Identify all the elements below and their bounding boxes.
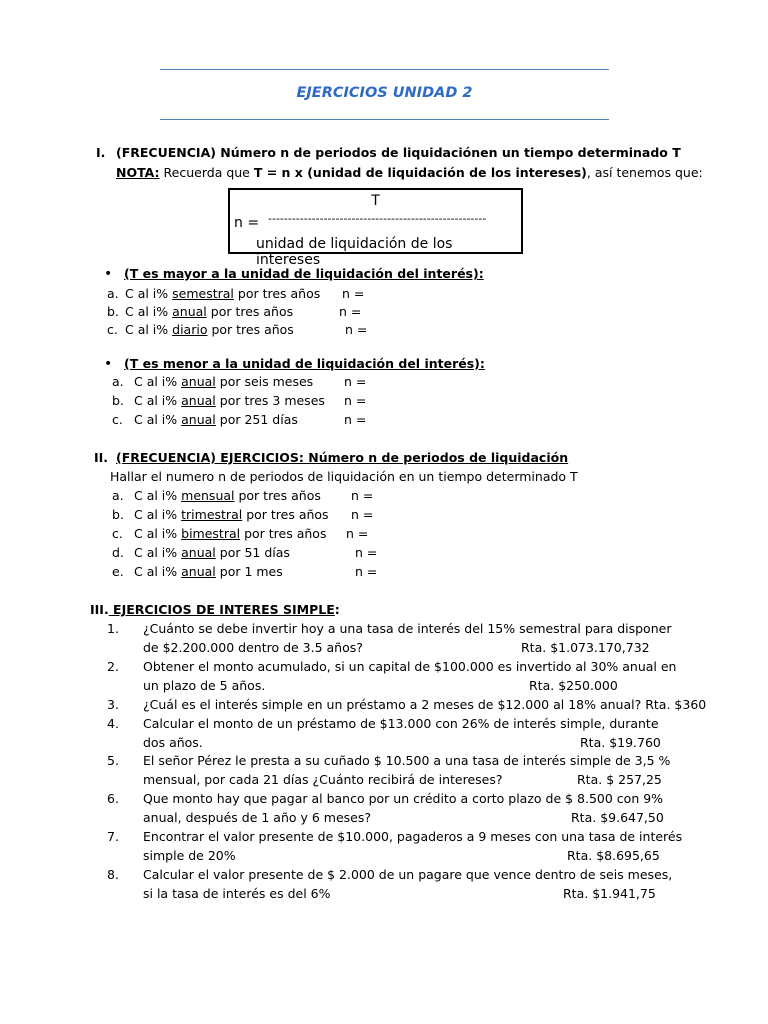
list-item: a. — [107, 286, 119, 301]
exercise-number: 5. — [107, 753, 119, 768]
formula-denominator: unidad de liquidación de los intereses — [256, 236, 453, 268]
list-item: d. — [112, 545, 124, 560]
title-top-rule — [160, 69, 609, 70]
exercise-number: 4. — [107, 716, 119, 731]
list-item: b. — [112, 507, 124, 522]
list-item-text: C al i% bimestral por tres años — [134, 526, 327, 541]
exercise-line-1: Calcular el monto de un préstamo de $13.000 con 26% de interés simple, durante — [143, 716, 659, 731]
exercise-number: 8. — [107, 867, 119, 882]
exercise-number: 1. — [107, 621, 119, 636]
section-1-note — [116, 165, 703, 181]
exercise-line-2: si la tasa de interés es del 6% — [143, 886, 331, 901]
list-item-text: C al i% anual por 251 días — [134, 412, 298, 427]
exercise-answer: Rta. $1.073.170,732 — [521, 640, 650, 655]
list-item: c. — [107, 322, 118, 337]
list-item-n: n = — [339, 304, 362, 319]
list-item-n: n = — [344, 393, 367, 408]
exercise-number: 7. — [107, 829, 119, 844]
list-item-n: n = — [344, 412, 367, 427]
list-item: c. — [112, 412, 123, 427]
exercise-line-1: Que monto hay que pagar al banco por un crédito a corto plazo de $ 8.500 con 9% — [143, 791, 664, 806]
group-b-bullet: • — [104, 356, 113, 372]
formula-numerator: T — [371, 193, 380, 209]
section-3-heading: III. EJERCICIOS DE INTERES SIMPLE: — [90, 602, 340, 617]
exercise-answer: Rta. $250.000 — [529, 678, 618, 693]
list-item-text: C al i% mensual por tres años — [134, 488, 321, 503]
note-label: NOTA: — [116, 165, 160, 180]
formula-lhs: n = — [234, 215, 260, 231]
exercise-line-2: anual, después de 1 año y 6 meses? — [143, 810, 371, 825]
list-item: e. — [112, 564, 124, 579]
list-item-text: C al i% anual por seis meses — [134, 374, 314, 389]
list-item-text: C al i% anual por 1 mes — [134, 564, 283, 579]
section-1-heading: (FRECUENCIA) Número n de periodos de liquidaciónen un tiempo determinado T — [116, 145, 681, 160]
section-2-intro: Hallar el numero n de periodos de liquidación en un tiempo determinado T — [110, 469, 578, 484]
list-item-n: n = — [351, 488, 374, 503]
list-item: a. — [112, 374, 124, 389]
note-formula: T = n x (unidad de liquidación de los intereses) — [253, 165, 587, 180]
list-item-text: C al i% anual por tres años — [125, 304, 294, 319]
page-title: EJERCICIOS UNIDAD 2 — [296, 85, 473, 101]
exercise-number: 3. — [107, 697, 119, 712]
list-item-n: n = — [344, 374, 367, 389]
list-item-n: n = — [345, 322, 368, 337]
exercise-line-2: mensual, por cada 21 días ¿Cuánto recibirá de intereses? — [143, 772, 503, 787]
list-item-n: n = — [355, 545, 378, 560]
note-text: Recuerda que — [159, 165, 254, 180]
formula-box — [228, 188, 523, 268]
list-item-n: n = — [342, 286, 365, 301]
exercise-answer: Rta. $1.941,75 — [563, 886, 656, 901]
group-a-heading: (T es mayor a la unidad de liquidación del interés): — [124, 266, 484, 281]
list-item-text: C al i% diario por tres años — [125, 322, 294, 337]
list-item-n: n = — [351, 507, 374, 522]
exercise-number: 2. — [107, 659, 119, 674]
exercise-answer: Rta. $19.760 — [580, 735, 661, 750]
list-item-n: n = — [346, 526, 369, 541]
group-b-heading: (T es menor a la unidad de liquidación del interés): — [124, 356, 485, 371]
list-item-text: C al i% trimestral por tres años — [134, 507, 329, 522]
section-1-number: I. — [96, 145, 106, 160]
section-2-heading: (FRECUENCIA) EJERCICIOS: Número n de periodos de liquidación — [116, 450, 569, 465]
exercise-line-1: ¿Cuál es el interés simple en un préstamo a 2 meses de $12.000 al 18% anual? Rta. $360 — [143, 697, 707, 712]
exercise-line-2: un plazo de 5 años. — [143, 678, 266, 693]
exercise-line-1: ¿Cuánto se debe invertir hoy a una tasa de interés del 15% semestral para disponer — [143, 621, 672, 636]
exercise-line-2: dos años. — [143, 735, 203, 750]
list-item: a. — [112, 488, 124, 503]
note-end: , así tenemos que: — [586, 165, 703, 180]
formula-fraction-line: ------------------------------------------------------- — [268, 212, 487, 225]
exercise-line-1: El señor Pérez le presta a su cuñado $ 10.500 a una tasa de interés simple de 3,5 % — [143, 753, 671, 768]
exercise-answer: Rta. $9.647,50 — [571, 810, 664, 825]
exercise-answer: Rta. $8.695,65 — [567, 848, 660, 863]
exercise-line-2: de $2.200.000 dentro de 3.5 años? — [143, 640, 363, 655]
list-item: c. — [112, 526, 123, 541]
exercise-line-2: simple de 20% — [143, 848, 236, 863]
exercise-line-1: Obtener el monto acumulado, si un capital de $100.000 es invertido al 30% anual en — [143, 659, 677, 674]
section-2-number: II. — [94, 450, 109, 465]
title-bottom-rule — [160, 119, 609, 120]
group-a-bullet: • — [104, 266, 113, 282]
list-item-text: C al i% semestral por tres años — [125, 286, 321, 301]
exercise-answer: Rta. $ 257,25 — [577, 772, 662, 787]
list-item-text: C al i% anual por tres 3 meses — [134, 393, 325, 408]
list-item-text: C al i% anual por 51 días — [134, 545, 290, 560]
list-item: b. — [112, 393, 124, 408]
exercise-line-1: Calcular el valor presente de $ 2.000 de un pagare que vence dentro de seis meses, — [143, 867, 673, 882]
list-item-n: n = — [355, 564, 378, 579]
exercise-number: 6. — [107, 791, 119, 806]
list-item: b. — [107, 304, 119, 319]
exercise-line-1: Encontrar el valor presente de $10.000, pagaderos a 9 meses con una tasa de interés — [143, 829, 683, 844]
